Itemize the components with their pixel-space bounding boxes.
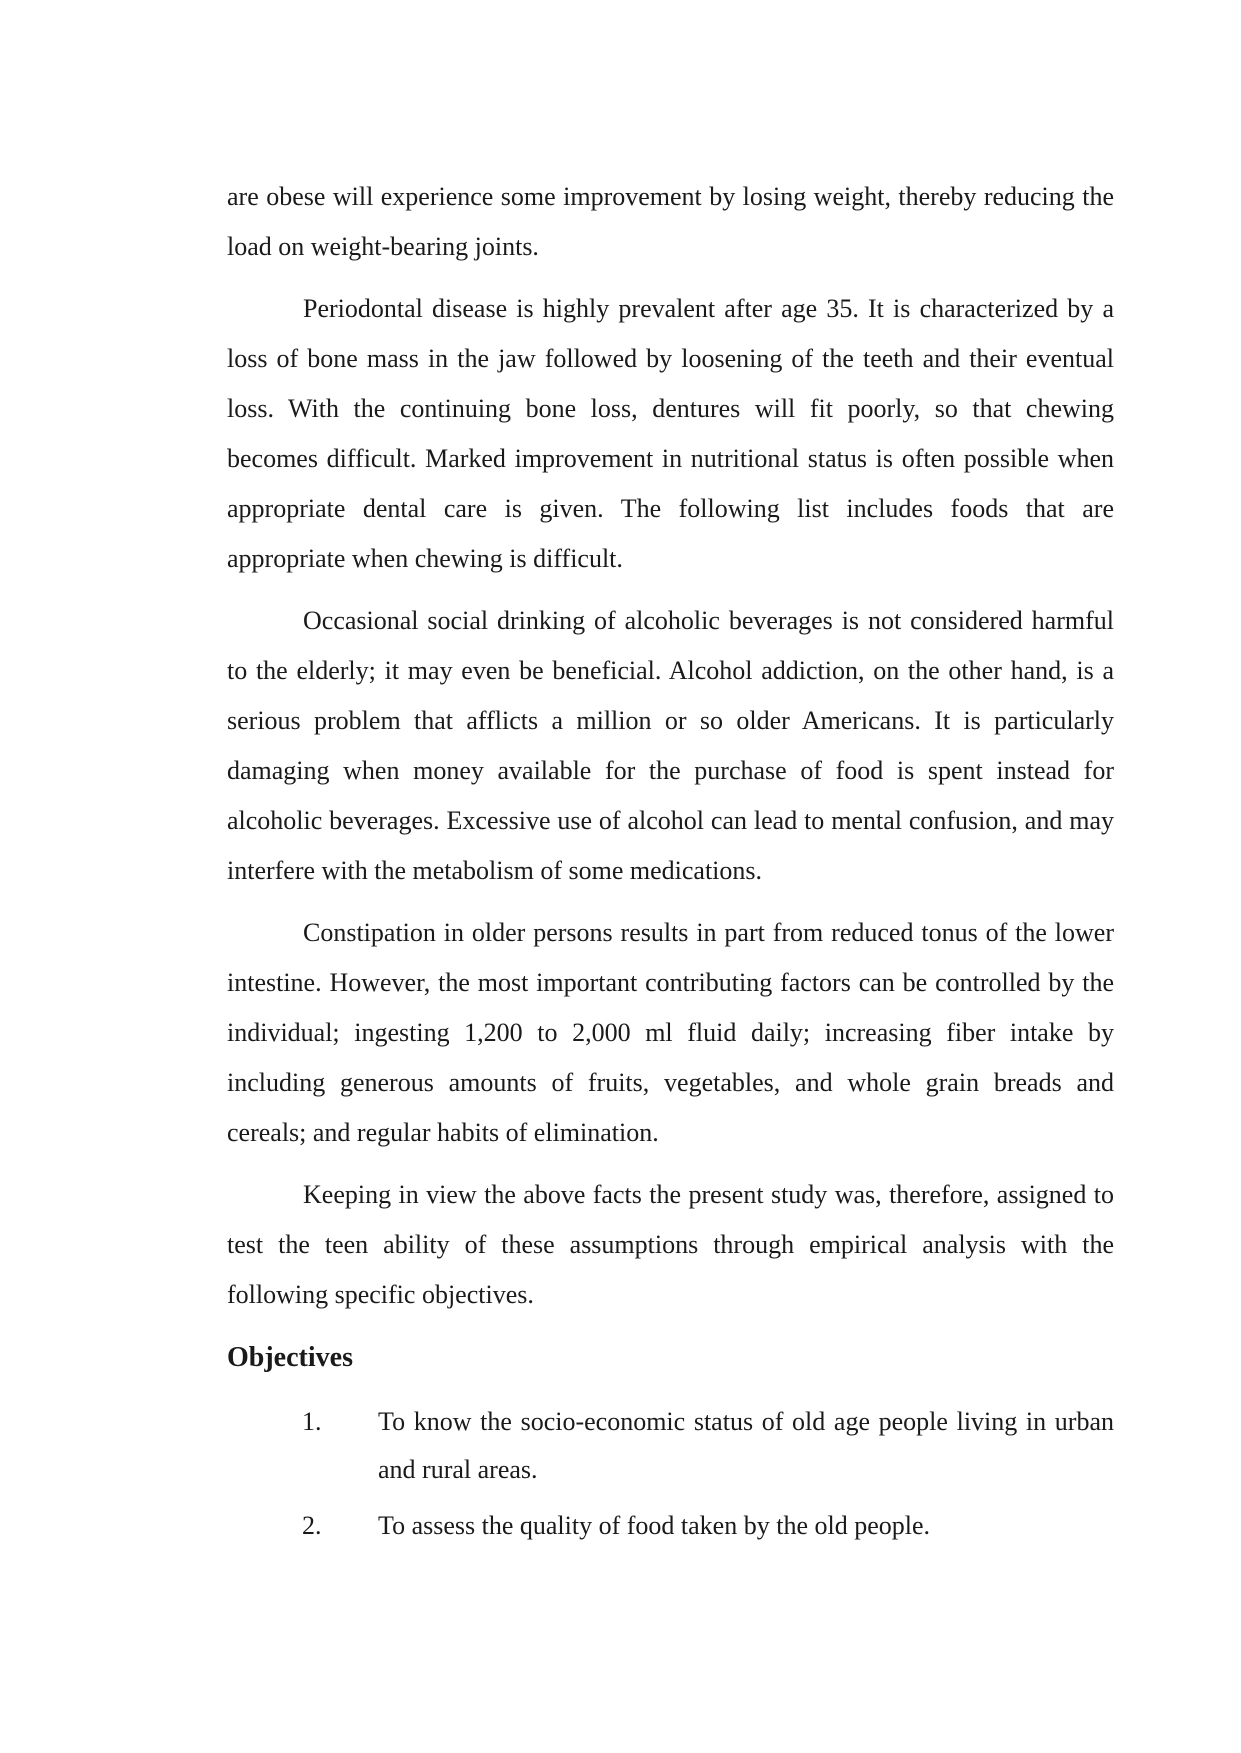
objectives-list bbox=[227, 1398, 1114, 1550]
paragraph-alcohol: Occasional social drinking of alcoholic beverages is not considered harmful to the elderly; it may even be beneficial. Alcohol addiction, on the other hand, is a serious problem that afflicts a million or so older Americans. It is particularly damaging when money available for the purchase of food is spent instead for alcoholic beverages. Excessive use of alcohol can lead to mental confusion, and may interfere with the metabolism of some medications. bbox=[227, 606, 1114, 885]
list-item-text: To know the socio-economic status of old age people living in urban and rural areas. bbox=[378, 1407, 1114, 1484]
list-item bbox=[227, 1398, 1114, 1494]
paragraph-continuation: are obese will experience some improvement by losing weight, thereby reducing the load on weight-bearing joints. bbox=[227, 182, 1114, 261]
paragraph-gap bbox=[227, 896, 1114, 908]
paragraph-study-purpose: Keeping in view the above facts the present study was, therefore, assigned to test the teen ability of these assumptions through empirical analysis with the following specific objectives. bbox=[227, 1180, 1114, 1309]
paragraph-gap bbox=[227, 272, 1114, 284]
paragraph-constipation: Constipation in older persons results in part from reduced tonus of the lower intestine. However, the most important contributing factors can be controlled by the individual; ingesting 1,200 to 2,000 ml fluid daily; increasing fiber intake by including generous amounts of fruits, vegetables, and whole grain breads and cereals; and regular habits of elimination. bbox=[227, 918, 1114, 1147]
document-page bbox=[227, 172, 1114, 1550]
paragraph-periodontal: Periodontal disease is highly prevalent after age 35. It is characterized by a loss of bone mass in the jaw followed by loosening of the teeth and their eventual loss. With the continuing bone loss, dentures will fit poorly, so that chewing becomes difficult. Marked improvement in nutritional status is often possible when appropriate dental care is given. The following list includes foods that are appropriate when chewing is difficult. bbox=[227, 294, 1114, 573]
list-item-text: To assess the quality of food taken by the old people. bbox=[378, 1511, 931, 1540]
objectives-heading: Objectives bbox=[227, 1342, 353, 1373]
list-item-number: 1. bbox=[302, 1407, 322, 1436]
list-item bbox=[227, 1502, 1114, 1550]
paragraph-gap bbox=[227, 1158, 1114, 1170]
list-item-number: 2. bbox=[302, 1511, 322, 1540]
paragraph-gap bbox=[227, 584, 1114, 596]
